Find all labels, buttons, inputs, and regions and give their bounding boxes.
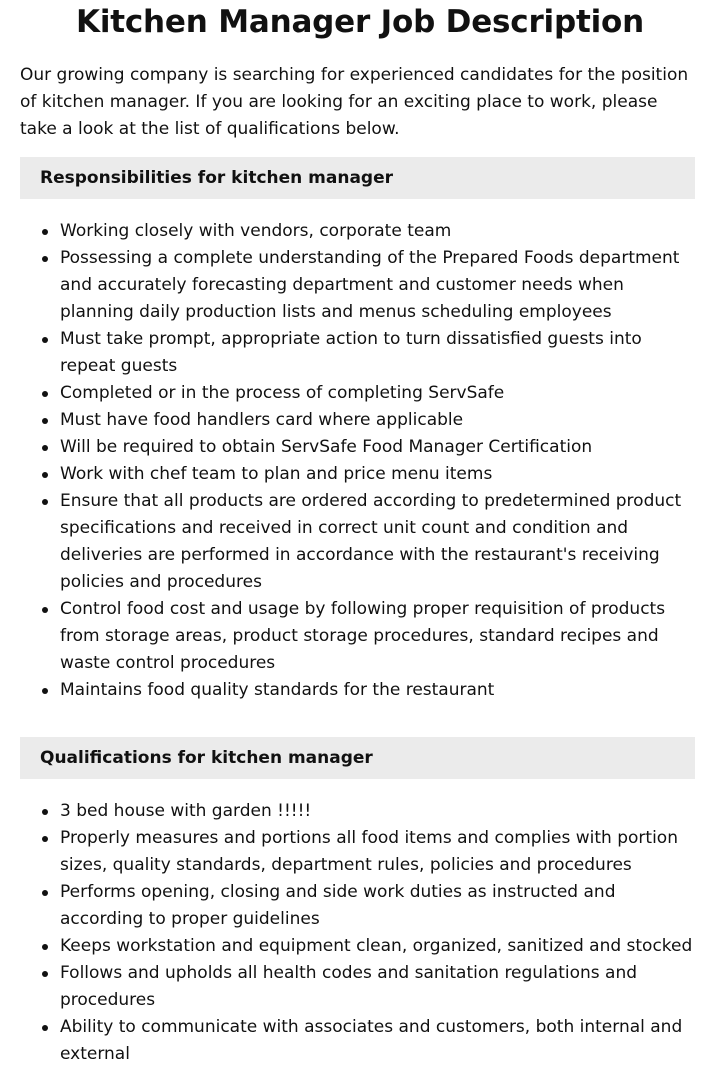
qualifications-heading: Qualifications for kitchen manager: [20, 737, 695, 779]
responsibility-item: Ensure that all products are ordered according to predetermined product specifications and received in correct unit count and condition and deliveries are performed in accordance with the restaurant's receiving policies and procedures: [60, 488, 700, 596]
responsibility-item: Maintains food quality standards for the restaurant: [60, 677, 700, 704]
qualifications-list: [20, 798, 700, 1068]
responsibility-item: Work with chef team to plan and price menu items: [60, 461, 700, 488]
qualification-item: Properly measures and portions all food items and complies with portion sizes, quality standards, department rules, policies and procedures: [60, 825, 700, 879]
page-title: Kitchen Manager Job Description: [76, 4, 644, 40]
responsibilities-list: [20, 218, 700, 704]
qualification-item: Follows and upholds all health codes and sanitation regulations and procedures: [60, 960, 700, 1014]
responsibility-item: Working closely with vendors, corporate team: [60, 218, 700, 245]
intro-paragraph: Our growing company is searching for experienced candidates for the position of kitchen manager. If you are looking for an exciting place to work, please take a look at the list of qualifications below.: [20, 65, 689, 139]
responsibility-item: Must have food handlers card where applicable: [60, 407, 700, 434]
qualification-item: Performs opening, closing and side work duties as instructed and according to proper guidelines: [60, 879, 700, 933]
responsibility-item: Will be required to obtain ServSafe Food Manager Certification: [60, 434, 700, 461]
responsibilities-heading: Responsibilities for kitchen manager: [20, 157, 695, 199]
responsibility-item: Control food cost and usage by following proper requisition of products from storage areas, product storage procedures, standard recipes and waste control procedures: [60, 596, 700, 677]
responsibility-item: Completed or in the process of completing ServSafe: [60, 380, 700, 407]
qualification-item: Ability to communicate with associates and customers, both internal and external: [60, 1014, 700, 1068]
qualification-item: 3 bed house with garden !!!!!: [60, 798, 700, 825]
responsibility-item: Must take prompt, appropriate action to turn dissatisfied guests into repeat guests: [60, 326, 700, 380]
qualification-item: Keeps workstation and equipment clean, organized, sanitized and stocked: [60, 933, 700, 960]
responsibility-item: Possessing a complete understanding of the Prepared Foods department and accurately forecasting department and customer needs when planning daily production lists and menus scheduling employees: [60, 245, 700, 326]
